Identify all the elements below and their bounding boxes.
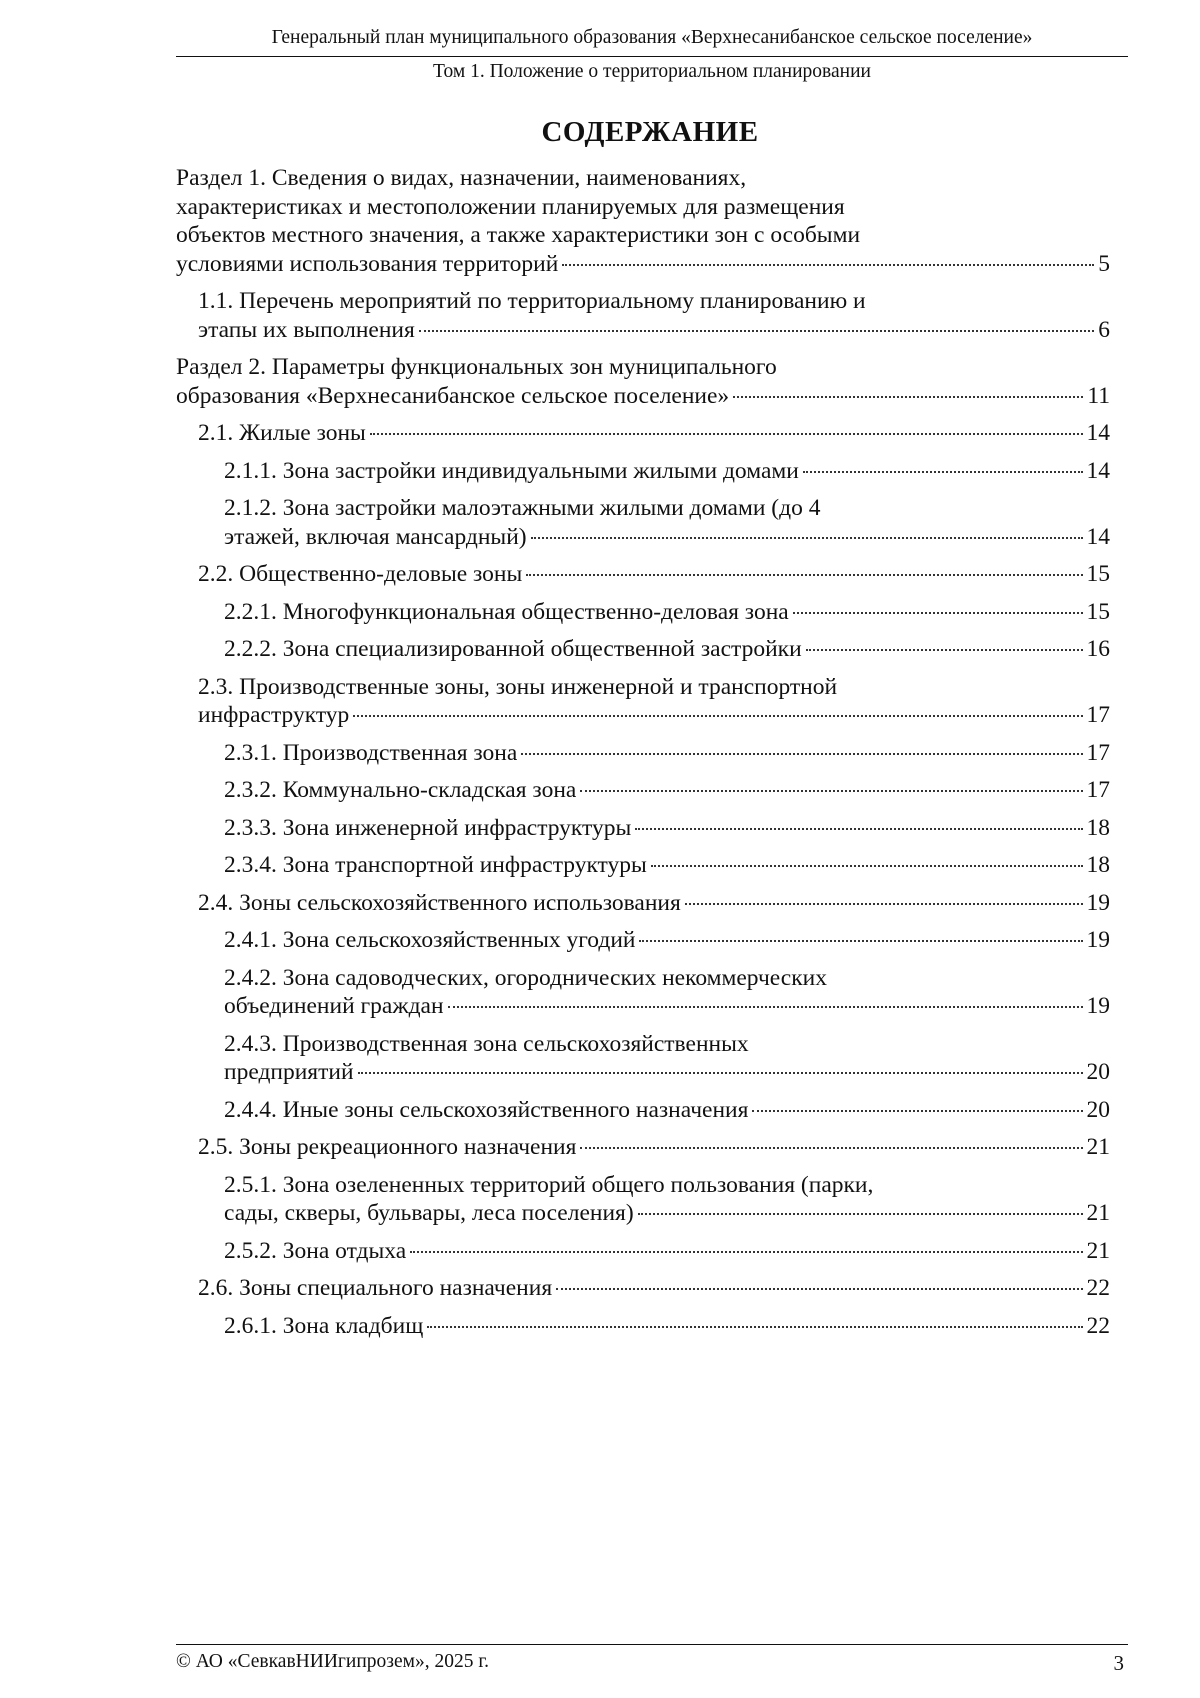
toc-entry[interactable] [176,926,1110,955]
toc-entry-last-line [198,1274,1110,1303]
dot-leader [419,330,1094,332]
toc-page-number: 19 [1086,993,1110,1019]
dot-leader [638,1213,1083,1215]
toc-entry-text: этажей, включая мансардный) [224,523,527,550]
running-header [176,24,1128,85]
toc-entry[interactable] [176,964,1110,1021]
toc-entry-text: 1.1. Перечень мероприятий по территориальному планированию и [198,288,866,314]
page-footer [176,1644,1128,1676]
toc-entry-text: 2.1.1. Зона застройки индивидуальными жилыми домами [224,457,799,484]
toc-page-number: 14 [1086,523,1110,550]
toc-entry-text: Раздел 2. Параметры функциональных зон муниципального [176,354,777,380]
toc-entry-text: 2.5. Зоны рекреационного назначения [198,1134,577,1160]
dot-leader [526,574,1082,576]
toc-entry[interactable] [176,1096,1110,1125]
toc-entry-text: объектов местного значения, а также характеристики зон с особыми [176,222,861,248]
toc-entry[interactable] [176,739,1110,768]
toc-page-number: 17 [1086,702,1110,728]
toc-entry[interactable] [176,814,1110,843]
toc-entry-text: 2.1. Жилые зоны [198,420,366,446]
toc-entry[interactable] [176,287,1110,344]
toc-entry-text: 2.3.3. Зона инженерной инфраструктуры [224,814,632,841]
toc-page-number: 19 [1086,889,1110,916]
toc-entry[interactable] [176,1171,1110,1228]
toc-entry-text: 2.6. Зоны специального назначения [198,1275,553,1301]
toc-entry[interactable] [176,889,1110,918]
dot-leader [448,1006,1083,1008]
toc-entry-text: 2.4. Зоны сельскохозяйственного использования [198,889,681,916]
toc-page-number: 20 [1086,1059,1110,1085]
toc-entry-last-line [224,814,1110,843]
toc-entry[interactable] [176,598,1110,627]
header-volume-title: Том 1. Положение о территориальном планировании [433,61,871,82]
toc-entry-last-line [198,419,1110,448]
toc-entry-text: сады, скверы, бульвары, леса поселения) [224,1200,634,1226]
toc-entry-last-line [224,739,1110,768]
dot-leader [639,940,1082,942]
toc-entry[interactable] [176,1312,1110,1341]
toc-entry-last-line [176,382,1110,411]
dot-leader [733,396,1083,398]
dot-leader [793,612,1083,614]
dot-leader [358,1072,1083,1074]
dot-leader [806,649,1083,651]
toc-page-number: 20 [1086,1096,1110,1123]
toc-entry-last-line [224,523,1110,552]
toc-page-number: 14 [1086,457,1110,484]
toc-entry[interactable] [176,1274,1110,1303]
toc-entry[interactable] [176,635,1110,664]
toc-entry-text: 2.3. Производственные зоны, зоны инженерной и транспортной [198,673,838,700]
toc-entry-text: 2.4.3. Производственная зона сельскохозяйственных [224,1030,749,1057]
toc-page-number: 15 [1086,561,1110,587]
toc-entry-text: этапы их выполнения [198,316,415,343]
toc-entry-text: Раздел 1. Сведения о видах, назначении, наименованиях, [176,165,747,191]
toc-entry[interactable] [176,419,1110,448]
toc-page-number: 22 [1086,1275,1110,1301]
toc-page-number: 16 [1086,636,1110,662]
toc-page-number: 5 [1098,250,1110,277]
toc-entry-text: 2.2.2. Зона специализированной общественной застройки [224,636,802,662]
toc-page-number: 21 [1086,1200,1110,1226]
dot-leader [353,715,1082,717]
toc-entry-last-line [198,560,1110,589]
toc-entry-last-line [224,635,1110,664]
toc-page-number: 14 [1086,420,1110,446]
toc-page-number: 21 [1086,1134,1110,1160]
toc-page-number: 17 [1086,777,1110,803]
toc-entry-text: 2.4.4. Иные зоны сельскохозяйственного назначения [224,1096,749,1123]
toc-entry-text: 2.4.2. Зона садоводческих, огороднических некоммерческих [224,964,827,991]
toc-entry-last-line [198,701,1110,730]
toc-entry-last-line [224,1096,1110,1125]
toc-entry-text: 2.2.1. Многофункциональная общественно-деловая зона [224,598,789,625]
dot-leader [752,1110,1082,1112]
footer-copyright: © АО «СевкавНИИгипрозем», 2025 г. [176,1651,490,1672]
toc-entry-last-line [224,776,1110,805]
header-document-title: Генеральный план муниципального образования «Верхнесанибанское сельское поселение» [176,24,1128,57]
dot-leader [556,1288,1082,1290]
dot-leader [410,1251,1082,1253]
dot-leader [580,790,1082,792]
toc-page-number: 6 [1098,316,1110,343]
dot-leader [580,1147,1082,1149]
toc-entry[interactable] [176,1237,1110,1266]
dot-leader [521,753,1082,755]
dot-leader [370,433,1083,435]
toc-entry-text: объединений граждан [224,993,444,1019]
toc-entry[interactable] [176,353,1110,410]
toc-entry-last-line [224,1058,1110,1087]
toc-page-number: 17 [1086,739,1110,766]
toc-entry-last-line [176,250,1110,279]
toc-entry-last-line [198,316,1110,345]
toc-entry-text: 2.5.2. Зона отдыха [224,1237,407,1264]
toc-entry[interactable] [176,457,1110,486]
toc-entry-text: 2.3.4. Зона транспортной инфраструктуры [224,852,647,878]
toc-entry[interactable] [176,673,1110,730]
toc-page-number: 19 [1086,927,1110,953]
toc-entry[interactable] [176,1133,1110,1162]
dot-leader [685,903,1083,905]
dot-leader [531,537,1083,539]
toc-entry-text: предприятий [224,1059,354,1085]
toc-entry[interactable] [176,560,1110,589]
toc-page-number: 22 [1086,1312,1110,1339]
toc-entry-last-line [224,926,1110,955]
toc-entry-last-line [198,1133,1110,1162]
toc-page-number: 11 [1087,382,1110,409]
toc-entry[interactable] [176,164,1110,278]
toc-entry-text: 2.3.2. Коммунально-складская зона [224,777,577,803]
dot-leader [635,828,1082,830]
dot-leader [427,1326,1082,1328]
toc-entry-last-line [224,598,1110,627]
toc-entry-text: 2.6.1. Зона кладбищ [224,1312,424,1339]
toc-entry-last-line [224,1312,1110,1341]
toc-entry-text: условиями использования территорий [176,250,559,277]
dot-leader [651,865,1083,867]
toc-entry[interactable] [176,776,1110,805]
toc-entry-last-line [224,851,1110,880]
toc-entry[interactable] [176,1030,1110,1087]
toc-entry-text: образования «Верхнесанибанское сельское поселение» [176,382,730,409]
toc-entry-text: 2.4.1. Зона сельскохозяйственных угодий [224,927,636,953]
toc-entry-text: 2.1.2. Зона застройки малоэтажными жилыми домами (до 4 [224,495,821,521]
table-of-contents [176,164,1110,1349]
toc-page-number: 18 [1086,814,1110,841]
page-title: СОДЕРЖАНИЕ [541,116,759,148]
toc-entry[interactable] [176,851,1110,880]
toc-entry-last-line [224,1237,1110,1266]
toc-entry-text: 2.5.1. Зона озелененных территорий общего пользования (парки, [224,1171,874,1198]
toc-entry[interactable] [176,494,1110,551]
toc-entry-text: 2.3.1. Производственная зона [224,739,518,766]
toc-page-number: 18 [1086,852,1110,878]
dot-leader [562,264,1094,266]
toc-entry-text: инфраструктур [198,702,350,728]
dot-leader [803,471,1083,473]
toc-page-number: 15 [1086,598,1110,625]
toc-entry-last-line [224,992,1110,1021]
toc-page-number: 21 [1086,1237,1110,1264]
toc-entry-last-line [224,1199,1110,1228]
toc-entry-last-line [224,457,1110,486]
toc-entry-text: 2.2. Общественно-деловые зоны [198,561,523,587]
toc-entry-last-line [198,889,1110,918]
footer-page-number: 3 [1113,1651,1124,1675]
toc-entry-text: характеристиках и местоположении планируемых для размещения [176,193,845,220]
